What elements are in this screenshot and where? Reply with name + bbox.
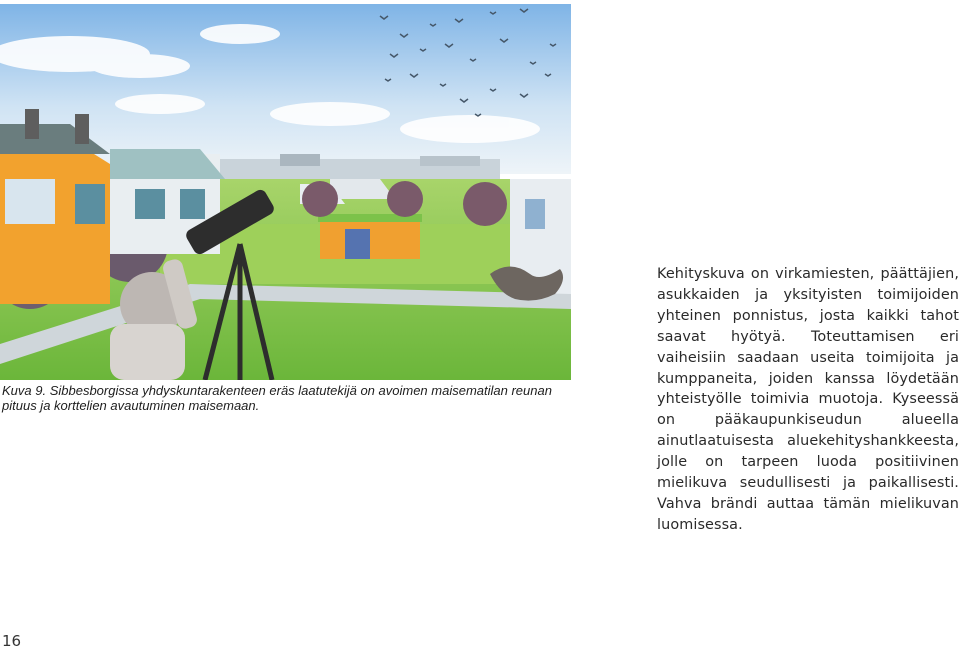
body-paragraph-text: Kehityskuva on virkamiesten, päättäjien, asukkaiden ja yksityisten toimijoiden yhteinen ponnistus, josta kaikki tahot saavat hyötyä. Toteuttamisen eri vaiheisiin saadaan useita toimijoita ja kumppaneita, joiden kanssa löydetään yhteistyölle toimivia muotoja. Kyseessä on pääkaupunkiseudun alueella ainutlaatuisesta aluekehityshankkeesta, jolle on tarpeen luoda positiivinen mielikuva seudullisesti ja paikallisesti. Vahva brändi auttaa tämän mielikuvan luomisessa. <box>657 266 959 533</box>
figure-caption: Kuva 9. Sibbesborgissa yhdyskuntarakenteen eräs laatutekijä on avoimen maisematilan reunan pituus ja korttelien avautuminen maisemaan. <box>2 383 552 413</box>
page-number: 16 <box>2 632 22 650</box>
body-paragraph <box>657 264 959 536</box>
landscape-illustration <box>0 4 571 380</box>
